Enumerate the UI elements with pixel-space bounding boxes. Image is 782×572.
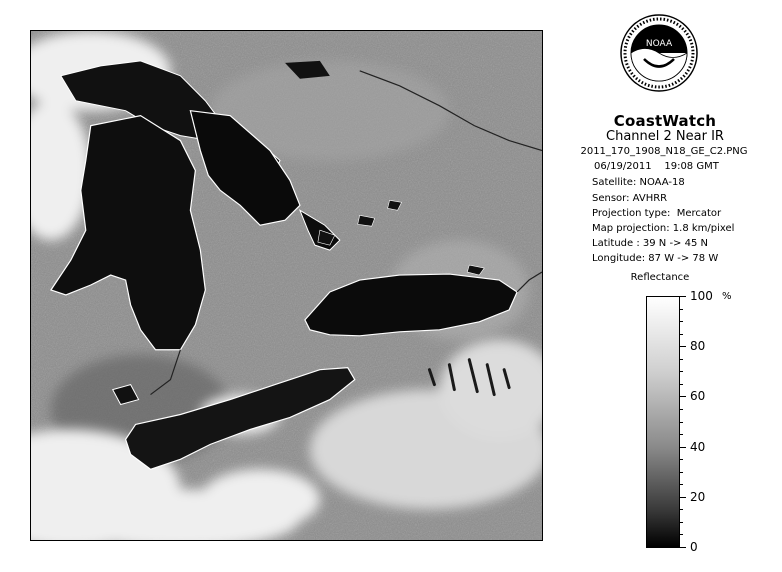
colorbar-minor-tick [680, 484, 683, 485]
sensor-label: Sensor: AVHRR [592, 193, 668, 204]
projection-type: Projection type: Mercator [592, 208, 722, 219]
colorbar-tick-label: 80 [690, 339, 706, 353]
colorbar-minor-tick [680, 534, 683, 535]
satellite-label: Satellite: NOAA-18 [592, 177, 685, 188]
colorbar-minor-tick [680, 334, 683, 335]
colorbar-minor-tick [680, 434, 683, 435]
map-projection: Map projection: 1.8 km/pixel [592, 223, 735, 234]
colorbar-tick-label: 100 [690, 289, 713, 303]
latitude-range: Latitude : 39 N -> 45 N [592, 238, 708, 249]
colorbar-major-tick [680, 346, 686, 347]
product-title: CoastWatch [613, 112, 717, 130]
colorbar-minor-tick [680, 321, 683, 322]
colorbar-minor-tick [680, 509, 683, 510]
acquisition-datetime: 06/19/2011 19:08 GMT [594, 161, 719, 172]
colorbar-minor-tick [680, 522, 683, 523]
colorbar-major-tick [680, 296, 686, 297]
legend-title: Reflectance [630, 272, 690, 283]
colorbar-major-tick [680, 547, 686, 548]
colorbar-major-tick [680, 447, 686, 448]
colorbar-minor-tick [680, 409, 683, 410]
noaa-logo-text: NOAA [645, 39, 673, 49]
colorbar-minor-tick [680, 359, 683, 360]
colorbar-major-tick [680, 497, 686, 498]
longitude-range: Longitude: 87 W -> 78 W [592, 253, 719, 264]
colorbar-tick-label: 20 [690, 490, 706, 504]
colorbar-major-tick [680, 396, 686, 397]
reflectance-colorbar [646, 296, 680, 548]
colorbar-ticks [680, 289, 750, 554]
colorbar-tick-label: 0 [690, 540, 698, 554]
colorbar-minor-tick [680, 309, 683, 310]
image-filename: 2011_170_1908_N18_GE_C2.PNG [580, 146, 748, 157]
map-image [31, 31, 542, 540]
colorbar-tick-label: 60 [690, 389, 706, 403]
colorbar-minor-tick [680, 371, 683, 372]
channel-label: Channel 2 Near IR [606, 129, 724, 144]
colorbar-minor-tick [680, 472, 683, 473]
colorbar-minor-tick [680, 422, 683, 423]
satellite-map[interactable] [30, 30, 543, 541]
noaa-logo [620, 14, 698, 92]
colorbar-tick-label: 40 [690, 440, 706, 454]
colorbar-minor-tick [680, 459, 683, 460]
colorbar-minor-tick [680, 384, 683, 385]
legend-unit: % [722, 291, 732, 302]
